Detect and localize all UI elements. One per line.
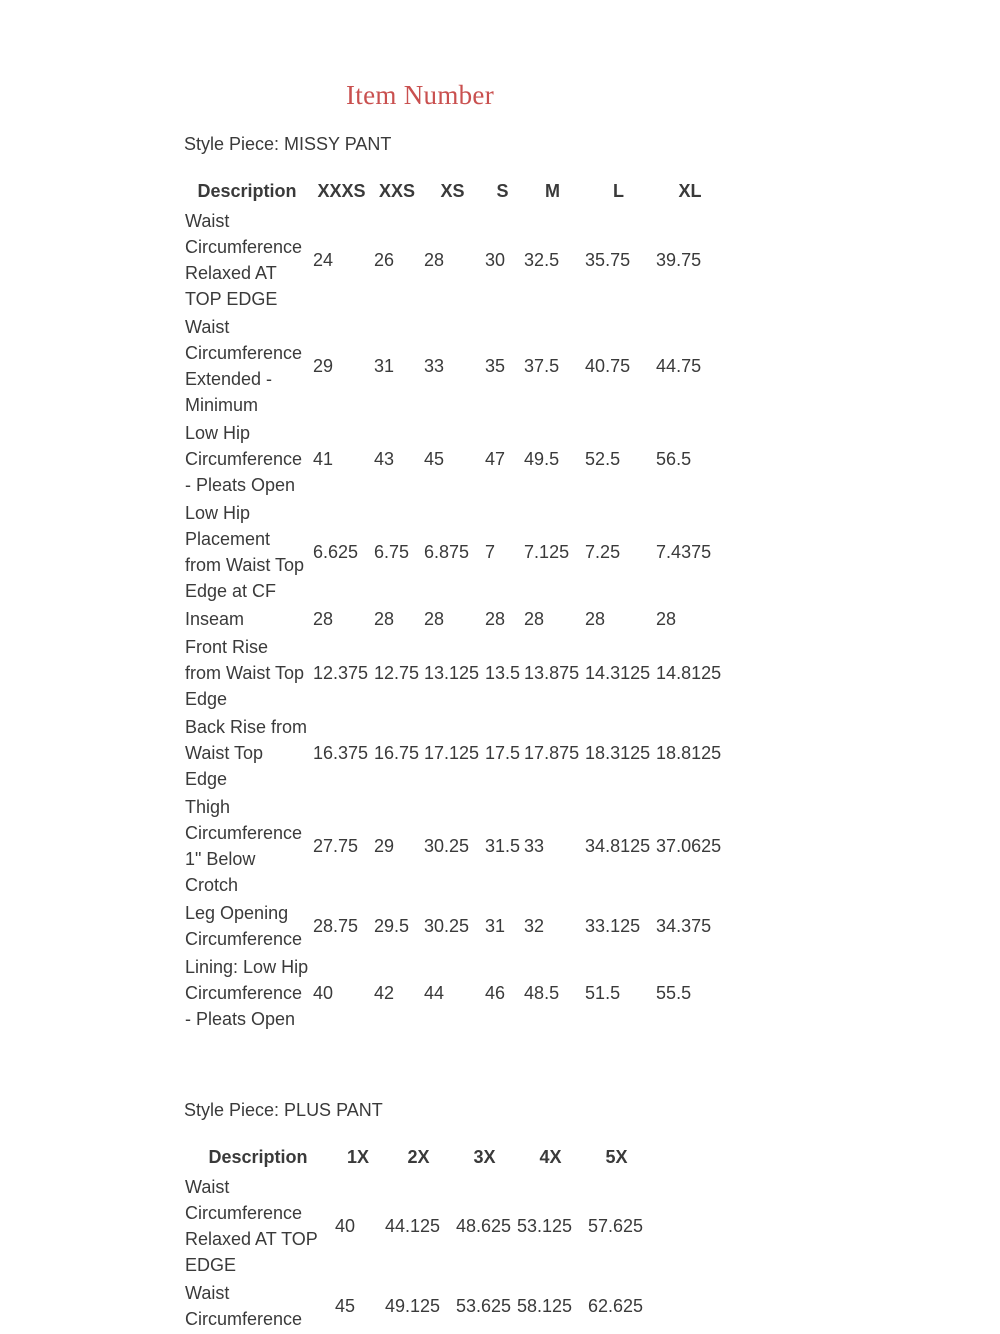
measurement-value: 24 (313, 250, 334, 270)
measurement-value: 17.125 (424, 743, 480, 763)
measurement-value: 28 (585, 609, 606, 629)
measurement-value: 52.5 (585, 449, 621, 469)
column-header-description: Description (208, 1147, 308, 1167)
column-header-size: XL (678, 181, 702, 201)
table-row (183, 714, 726, 794)
measurement-value: 58.125 (517, 1296, 573, 1316)
measurement-value: 39.75 (656, 250, 702, 270)
measurement-value: 47 (485, 449, 506, 469)
measurement-value: 16.375 (313, 743, 369, 763)
measurement-value: 35.75 (585, 250, 631, 270)
measurement-description: Waist Circumference Extended - Minimum (185, 317, 303, 415)
measurement-value: 28 (524, 609, 545, 629)
measurement-value: 30.25 (424, 916, 470, 936)
measurement-value: 30 (485, 250, 506, 270)
measurement-value: 17.5 (485, 743, 521, 763)
measurement-value: 30.25 (424, 836, 470, 856)
measurement-value: 14.3125 (585, 663, 651, 683)
measurement-value: 33 (524, 836, 545, 856)
measurement-value: 6.75 (374, 542, 410, 562)
measurement-value: 29.5 (374, 916, 410, 936)
measurement-value: 32 (524, 916, 545, 936)
measurement-value: 17.875 (524, 743, 580, 763)
measurement-value: 51.5 (585, 983, 621, 1003)
measurement-value: 53.625 (456, 1296, 512, 1316)
column-header-size: XS (440, 181, 465, 201)
plus-header-row (183, 1144, 647, 1174)
measurement-value: 28 (424, 609, 445, 629)
missy-size-table (183, 178, 726, 1034)
measurement-value: 28 (656, 609, 677, 629)
table-row (183, 500, 726, 606)
measurement-description: Back Rise from Waist Top Edge (185, 717, 308, 789)
measurement-description: Inseam (185, 609, 245, 629)
measurement-value: 28 (374, 609, 395, 629)
measurement-description: Low Hip Circumference - Pleats Open (185, 423, 303, 495)
measurement-value: 53.125 (517, 1216, 573, 1236)
measurement-description: Leg Opening Circumference (185, 903, 303, 949)
measurement-value: 41 (313, 449, 334, 469)
measurement-value: 31 (485, 916, 506, 936)
measurement-value: 45 (424, 449, 445, 469)
measurement-description: Waist Circumference (185, 1283, 303, 1329)
column-header-size: 2X (407, 1147, 430, 1167)
column-header-size: L (613, 181, 625, 201)
measurement-value: 42 (374, 983, 395, 1003)
measurement-value: 27.75 (313, 836, 359, 856)
table-row (183, 954, 726, 1034)
column-header-size: 1X (346, 1147, 370, 1167)
measurement-value: 48.5 (524, 983, 560, 1003)
measurement-value: 13.875 (524, 663, 580, 683)
measurement-value: 48.625 (456, 1216, 512, 1236)
column-header-description: Description (197, 181, 297, 201)
measurement-value: 31.5 (485, 836, 521, 856)
measurement-value: 46 (485, 983, 506, 1003)
measurement-value: 44 (424, 983, 445, 1003)
measurement-value: 37.5 (524, 356, 560, 376)
measurement-value: 33 (424, 356, 445, 376)
measurement-value: 49.125 (385, 1296, 441, 1316)
table-row (183, 900, 726, 954)
measurement-description: Front Rise from Waist Top Edge (185, 637, 305, 709)
measurement-value: 45 (335, 1296, 356, 1316)
column-header-size: M (545, 181, 561, 201)
measurement-value: 49.5 (524, 449, 560, 469)
measurement-description: Waist Circumference Relaxed AT TOP EDGE (185, 1177, 318, 1275)
column-header-size: 3X (473, 1147, 496, 1167)
missy-style-label: Style Piece: MISSY PANT (184, 134, 392, 154)
measurement-value: 62.625 (588, 1296, 644, 1316)
plus-size-table (183, 1144, 647, 1334)
table-row (183, 420, 726, 500)
plus-style-label: Style Piece: PLUS PANT (184, 1100, 383, 1120)
measurement-value: 40 (335, 1216, 356, 1236)
measurement-value: 57.625 (588, 1216, 644, 1236)
measurement-value: 55.5 (656, 983, 692, 1003)
table-row (183, 794, 726, 900)
table-row (183, 606, 726, 634)
measurement-value: 6.875 (424, 542, 470, 562)
measurement-value: 43 (374, 449, 395, 469)
measurement-value: 31 (374, 356, 395, 376)
measurement-description: Low Hip Placement from Waist Top Edge at CF (185, 503, 305, 601)
measurement-value: 40.75 (585, 356, 631, 376)
measurement-value: 7 (485, 542, 496, 562)
page-title: Item Number (346, 80, 495, 110)
column-header-size: XXS (378, 181, 416, 201)
measurement-value: 7.25 (585, 542, 621, 562)
measurement-value: 29 (374, 836, 395, 856)
measurement-value: 34.375 (656, 916, 712, 936)
measurement-value: 13.125 (424, 663, 480, 683)
table-row (183, 1174, 647, 1280)
measurement-value: 18.3125 (585, 743, 651, 763)
measurement-value: 12.375 (313, 663, 369, 683)
measurement-value: 32.5 (524, 250, 560, 270)
measurement-value: 14.8125 (656, 663, 722, 683)
measurement-value: 28.75 (313, 916, 359, 936)
measurement-value: 12.75 (374, 663, 420, 683)
measurement-value: 34.8125 (585, 836, 651, 856)
measurement-value: 28 (313, 609, 334, 629)
measurement-value: 44.125 (385, 1216, 441, 1236)
measurement-value: 28 (485, 609, 506, 629)
measurement-value: 56.5 (656, 449, 692, 469)
column-header-size: 5X (605, 1147, 628, 1167)
measurement-value: 7.125 (524, 542, 570, 562)
measurement-value: 16.75 (374, 743, 420, 763)
measurement-description: Waist Circumference Relaxed AT TOP EDGE (185, 211, 303, 309)
measurement-value: 35 (485, 356, 506, 376)
measurement-value: 29 (313, 356, 334, 376)
measurement-value: 18.8125 (656, 743, 722, 763)
measurement-value: 26 (374, 250, 395, 270)
measurement-description: Thigh Circumference 1" Below Crotch (185, 797, 303, 895)
measurement-value: 6.625 (313, 542, 359, 562)
table-row (183, 208, 726, 314)
measurement-value: 33.125 (585, 916, 641, 936)
measurement-value: 28 (424, 250, 445, 270)
measurement-value: 37.0625 (656, 836, 722, 856)
measurement-value: 7.4375 (656, 542, 712, 562)
table-row (183, 634, 726, 714)
measurement-value: 44.75 (656, 356, 702, 376)
measurement-description: Lining: Low Hip Circumference - Pleats Open (185, 957, 309, 1029)
measurement-value: 40 (313, 983, 334, 1003)
table-row (183, 314, 726, 420)
column-header-size: S (496, 181, 509, 201)
missy-header-row (183, 178, 726, 208)
column-header-size: XXXS (317, 181, 366, 201)
measurement-value: 13.5 (485, 663, 521, 683)
table-row (183, 1280, 647, 1334)
column-header-size: 4X (539, 1147, 562, 1167)
